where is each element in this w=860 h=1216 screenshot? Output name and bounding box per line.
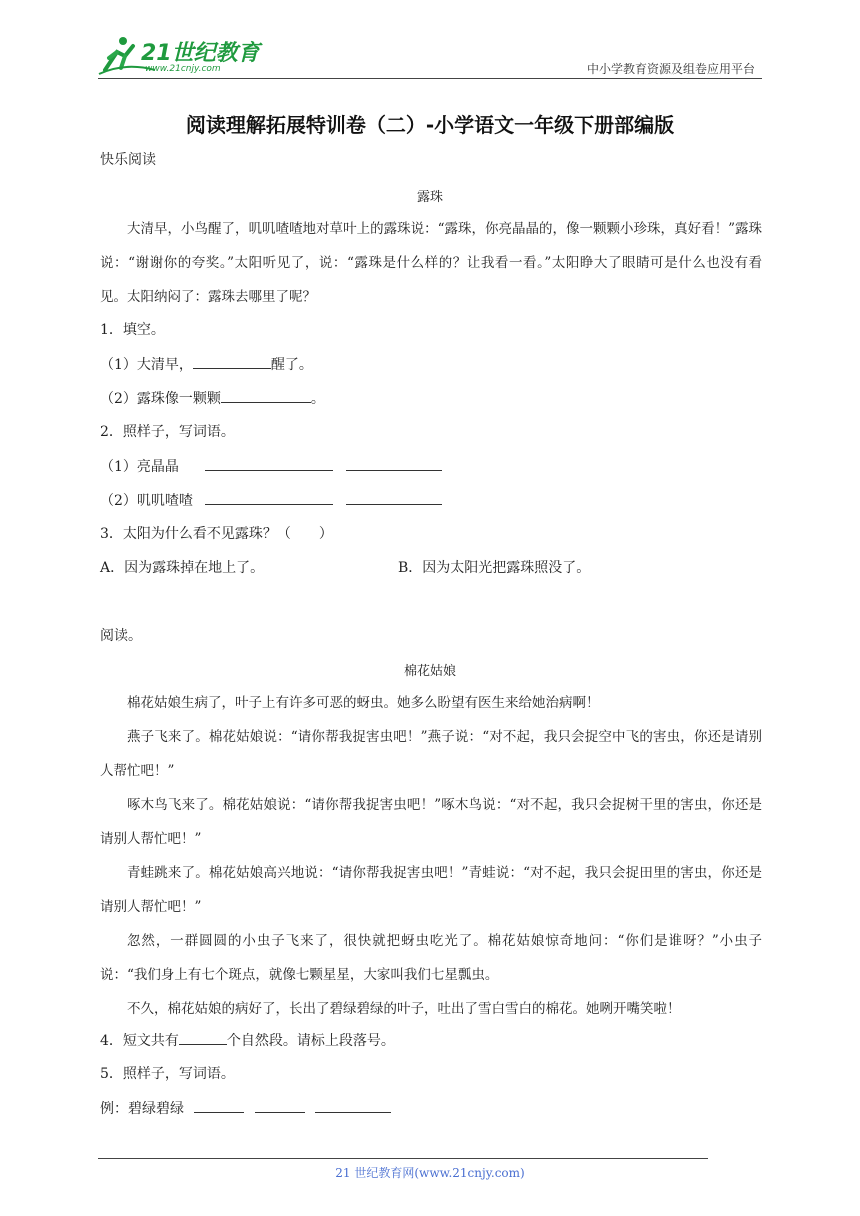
question-text: 个自然段。请标上段落号。 [226, 1033, 395, 1049]
question-1: 1．填空。 [100, 322, 165, 338]
passage1 [100, 212, 762, 314]
question-text: 醒了。 [270, 357, 313, 373]
logo [95, 32, 265, 80]
header-divider [98, 78, 762, 79]
question-4 [100, 1030, 395, 1051]
answer-blank[interactable] [205, 490, 333, 505]
logo-text: 21世纪教育 [141, 41, 260, 66]
example-text: 例：碧绿碧绿 [100, 1101, 184, 1117]
footer-divider [98, 1158, 708, 1159]
passage2-title: 棉花姑娘 [403, 664, 456, 679]
logo-url: www.21cnjy.com [145, 64, 221, 74]
footer-link[interactable]: 21 世纪教育网(www.21cnjy.com) [335, 1166, 525, 1180]
passage2-paragraph: 燕子飞来了。棉花姑娘说：“请你帮我捉害虫吧！”燕子说：“对不起，我只会捉空中飞的害虫，你还是请别人帮忙吧！” [100, 729, 762, 779]
answer-blank[interactable] [315, 1098, 391, 1113]
passage2 [100, 686, 762, 1026]
question-3: 3．太阳为什么看不见露珠？（ ） [100, 526, 333, 542]
question-text: （2）叽叽喳喳 [100, 493, 193, 509]
passage2-paragraph: 啄木鸟飞来了。棉花姑娘说：“请你帮我捉害虫吧！”啄木鸟说：“对不起，我只会捉树干里的害虫，你还是请别人帮忙吧！” [100, 797, 762, 847]
question-text: （2）露珠像一颗颗 [100, 391, 221, 407]
passage2-paragraph: 忽然，一群圆圆的小虫子飞来了，很快就把蚜虫吃光了。棉花姑娘惊奇地问：“你们是谁呀？”小虫子说：“我们身上有七个斑点，就像七颗星星，大家叫我们七星瓢虫。 [100, 933, 762, 983]
platform-name: 中小学教育资源及组卷应用平台 [586, 62, 755, 76]
question-text: 。 [310, 391, 325, 407]
question-2-1 [100, 456, 442, 477]
answer-blank[interactable] [221, 388, 311, 403]
question-2: 2．照样子，写词语。 [100, 424, 235, 440]
answer-blank[interactable] [194, 1098, 244, 1113]
option-a[interactable]: A．因为露珠掉在地上了。 [100, 560, 265, 576]
question-text: （1）亮晶晶 [100, 459, 179, 475]
answer-blank[interactable] [179, 1030, 227, 1045]
answer-blank[interactable] [346, 456, 442, 471]
passage1-title: 露珠 [416, 190, 443, 205]
passage2-paragraph: 棉花姑娘生病了，叶子上有许多可恶的蚜虫。她多么盼望有医生来给她治病啊！ [127, 695, 600, 711]
answer-blank[interactable] [346, 490, 442, 505]
answer-blank[interactable] [205, 456, 333, 471]
answer-blank[interactable] [255, 1098, 305, 1113]
question-5-example [100, 1098, 391, 1119]
section2-heading: 阅读。 [100, 628, 142, 644]
question-2-2 [100, 490, 442, 511]
passage2-paragraph: 青蛙跳来了。棉花姑娘高兴地说：“请你帮我捉害虫吧！”青蛙说：“对不起，我只会捉田里的害虫，你还是请别人帮忙吧！” [100, 865, 762, 915]
question-5: 5．照样子，写词语。 [100, 1066, 235, 1082]
question-1-2 [100, 388, 325, 409]
passage2-paragraph: 不久，棉花姑娘的病好了，长出了碧绿碧绿的叶子，吐出了雪白雪白的棉花。她咧开嘴笑啦！ [127, 1001, 681, 1017]
section1-heading: 快乐阅读 [100, 152, 156, 168]
passage1-paragraph: 大清早，小鸟醒了，叽叽喳喳地对草叶上的露珠说：“露珠，你亮晶晶的，像一颗颗小珍珠，真好看！”露珠说：“谢谢你的夸奖。”太阳听见了，说：“露珠是什么样的？让我看一看。”太阳睁大了眼睛可是什么也没有看见。太阳纳闷了：露珠去哪里了呢？ [100, 221, 762, 305]
question-1-1 [100, 354, 313, 375]
option-b[interactable]: B．因为太阳光把露珠照没了。 [398, 560, 591, 576]
question-text: （1）大清早， [100, 357, 193, 373]
answer-blank[interactable] [193, 354, 271, 369]
page-title: 阅读理解拓展特训卷（二）-小学语文一年级下册部编版 [185, 113, 675, 137]
question-text: 4．短文共有 [100, 1033, 179, 1049]
